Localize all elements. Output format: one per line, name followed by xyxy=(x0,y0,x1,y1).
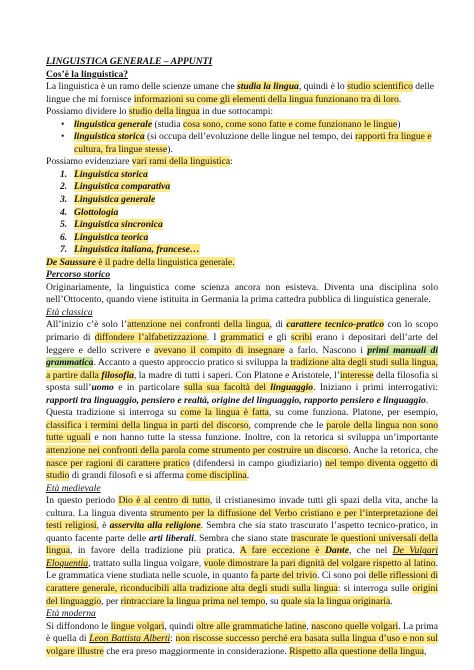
list-item: 1. Linguistica storica xyxy=(60,168,148,180)
list-item: 3. Linguistica generale xyxy=(60,194,156,206)
branches-list xyxy=(46,169,438,257)
branches-intro: Possiamo evidenziare vari rami della linguistica: xyxy=(46,156,233,168)
percorso-paragraph: Originariamente, la linguistica come scienza ancora non esisteva. Diventa una disciplina solo nell’Ottocento, quando viene istituita in Germania la prima cattedra pubblica di linguistica generale. xyxy=(46,281,438,306)
moderna-paragraph: Si diffondono le lingue volgari, quindi oltre alle grammatiche latine, nascono quelle volgari. La prima è quella di Leon Battista Alberti: non riscosse successo perché era basata sulla lingua d’uso e non sul volgare illustre che era preso maggiormente in considerazione. Rispetto alla questione della lingua, xyxy=(46,620,438,657)
list-item: • linguistica generale (studia cosa sono, come sono fatte e come funzionano le lingue) xyxy=(74,119,438,132)
list-item: 4. Glottologia xyxy=(60,206,119,218)
list-item: 7. Linguistica italiana, francese… xyxy=(60,244,200,256)
section-heading-classica: Età classica xyxy=(46,306,93,318)
list-item: • linguistica storica (si occupa dell’evoluzione delle lingue nel tempo, dei rapporti fra lingue e cultura, fra lingue stesse). xyxy=(74,131,438,156)
list-item: 6. Linguistica teorica xyxy=(60,231,149,243)
section-heading-moderna: Età moderna xyxy=(46,608,96,620)
subfields-intro: Possiamo dividere lo studio della lingua in due sottocampi: xyxy=(46,106,274,118)
section-heading-what-is: Cos’è la linguistica? xyxy=(46,68,129,80)
section-heading-medievale: Età medievale xyxy=(46,482,101,494)
classica-paragraph-2: Questa tradizione si interroga su come la lingua è fatta, su come funziona. Platone, per esempio, classifica i termini della lingua in parti del discorso, comprende che le parole della lingua non sono tutte uguali e non hanno tutte la stessa funzione. Inoltre, con la retorica si sviluppa un’importante attenzione nei confronti della parola come strumento per costruire un discorso. Anche la retorica, che nasce per ragioni di carattere pratico (difendersi in campo giudiziario) nel tempo diventa oggetto di studio di grandi filosofi e si afferma come disciplina. xyxy=(46,407,438,482)
list-item: 5. Linguistica sincronica xyxy=(60,219,163,231)
section-heading-percorso: Percorso storico xyxy=(46,269,111,281)
classica-paragraph-1: All’inizio c’è solo l’attenzione nei confronti della lingua, di carattere tecnico-pratico con lo scopo primario di diffondere l’alfabetizzazione. I grammatici e gli scribi erano i depositari dell’arte del leggere e dello scrivere e avevano il compito di insegnare a farlo. Nascono i primi manuali di grammatica. Accanto a questo approccio pratico si sviluppa la tradizione alta degli studi sulla lingua, a partire dalla filosofia, la madre di tutti i saperi. Con Platone e Aristotele, l’interesse della filosofia si sposta sull’uomo e in particolare sulla sua facoltà del linguaggio. Iniziano i primi interrogativi: rapporti tra linguaggio, pensiero e realtà, origine del linguaggio, rapporto pensiero e linguaggio. xyxy=(46,319,439,406)
document-title: LINGUISTICA GENERALE – APPUNTI xyxy=(46,56,213,67)
medievale-paragraph: In questo periodo Dio è al centro di tutto, il cristianesimo invade tutti gli spazi della vita, anche la cultura. La lingua diventa strumento per la diffusione del Verbo cristiano e per l’interpretazione dei testi religiosi, è asservita alla religione. Sembra che sia stato trascurato l’aspetto tecnico-pratico, in quanto facente parte delle arti liberali. Sembra che siano state trascurate le questioni universali della lingua, in favore della tradizione più pratica. A fare eccezione è Dante, che nel De Vulgari Eloquentia, trattato sulla lingua volgare, vuole dimostrare la pari dignità del volgare rispetto al latino. Le grammatica viene studiata nelle scuole, in quanto fa parte del trivio. Ci sono poi delle riflessioni di carattere generale, riconducibili alla tradizione alta degli studi sulla lingua: si interroga sulle origini del linguaggio, per rintracciare la lingua prima nel tempo, su quale sia la lingua originaria. xyxy=(46,495,439,607)
subfields-list xyxy=(46,119,438,157)
saussure-line: De Saussure è il padre della linguistica generale. xyxy=(46,256,235,268)
intro-paragraph: La linguistica è un ramo delle scienze umane che studia la lingua, quindi è lo studio scientifico delle lingue che mi fornisce informazioni su come gli elementi della lingua funzionano tra di loro. xyxy=(46,81,434,105)
list-item: 2. Linguistica comparativa xyxy=(60,181,171,193)
